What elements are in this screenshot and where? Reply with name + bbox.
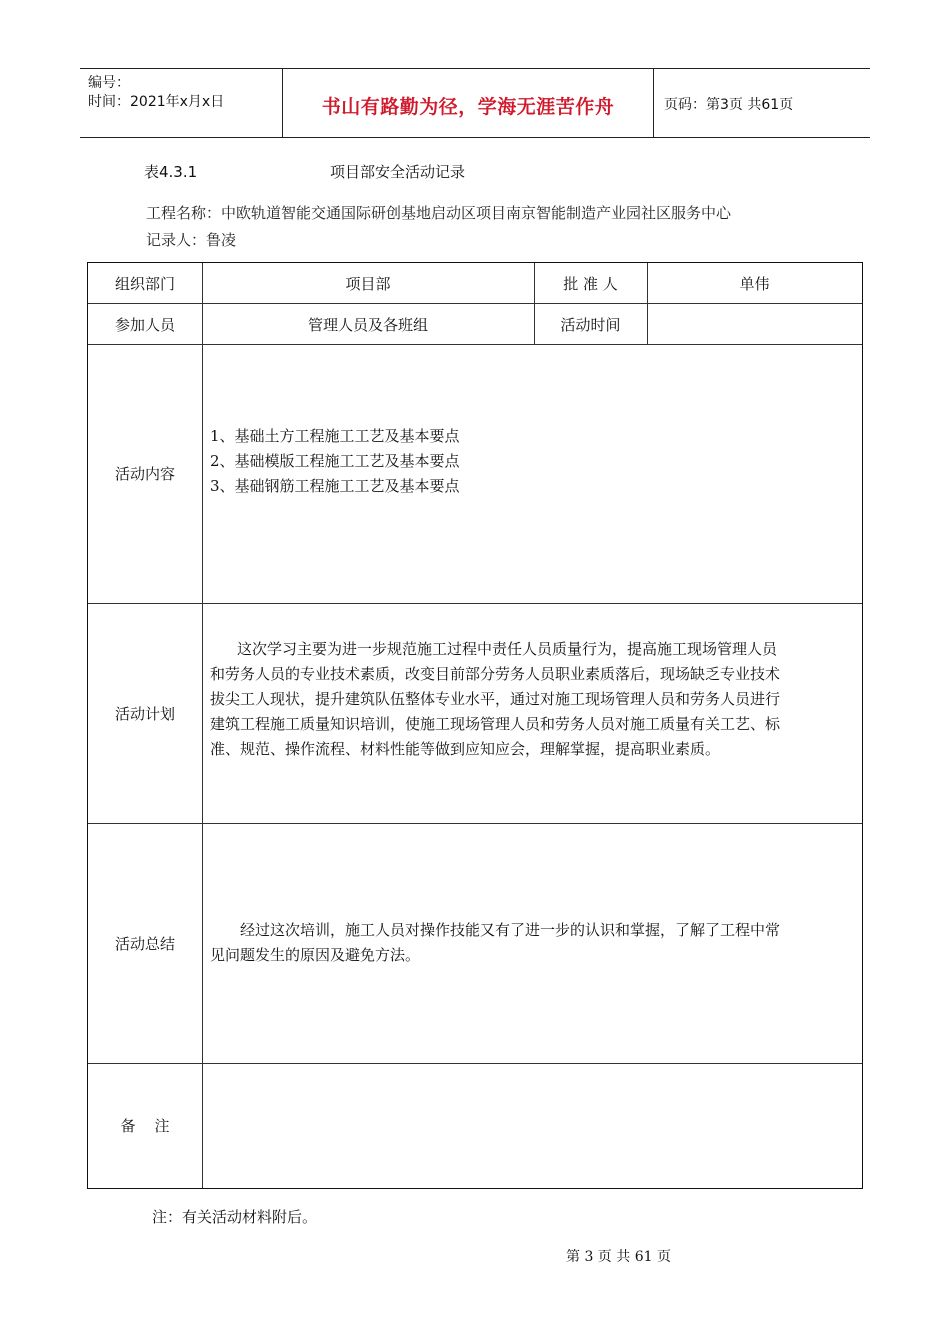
plan-line: 和劳务人员的专业技术素质，改变目前部分劳务人员职业素质落后，现场缺乏专业技术: [210, 665, 781, 683]
content-item: 2、基础模版工程施工工艺及基本要点: [210, 452, 460, 470]
participants-label: 参加人员: [114, 315, 175, 334]
row-divider: [88, 823, 862, 824]
content-item: 3、基础钢筋工程施工工艺及基本要点: [210, 477, 460, 495]
summary-line: 见问题发生的原因及避免方法。: [210, 946, 421, 964]
number-label: 编号：: [88, 75, 130, 91]
header-divider: [653, 69, 654, 137]
footer-page-number: 第 3 页 共 61 页: [566, 1249, 671, 1265]
plan-line: 拔尖工人现状，提升建筑队伍整体专业水平，通过对施工现场管理人员和劳务人员进行: [210, 690, 781, 708]
approver-label: 批 准 人: [563, 274, 618, 293]
plan-line: 这次学习主要为进一步规范施工过程中责任人员质量行为，提高施工现场管理人员: [237, 640, 778, 658]
recorder: 记录人：鲁凌: [146, 231, 237, 249]
content-label: 活动内容: [114, 465, 175, 483]
row-divider: [88, 344, 862, 345]
activity-time-label: 活动时间: [560, 315, 621, 334]
time-label: 时间：2021年x月x日: [88, 94, 225, 110]
content-item: 1、基础土方工程施工工艺及基本要点: [210, 427, 460, 445]
remarks-label: 备 注: [120, 1117, 170, 1135]
dept-value: 项目部: [345, 274, 391, 293]
table-number: 表4.3.1: [144, 163, 198, 181]
summary-text: [210, 918, 855, 968]
row-divider: [88, 603, 862, 604]
col-divider: [202, 263, 203, 1188]
plan-line: 建筑工程施工质量知识培训，使施工现场管理人员和劳务人员对施工质量有关工艺、标: [210, 715, 781, 733]
motto-text: 书山有路勤为径，学海无涯苦作舟: [321, 96, 615, 118]
dept-label: 组织部门: [114, 274, 175, 293]
approver-value: 单伟: [739, 274, 770, 293]
remarks-value: [202, 1063, 862, 1188]
summary-label: 活动总结: [114, 934, 175, 953]
content-list: [210, 424, 855, 499]
table-name: 项目部安全活动记录: [330, 163, 466, 181]
project-name: 工程名称：中欧轨道智能交通国际研创基地启动区项目南京智能制造产业园社区服务中心: [146, 204, 732, 222]
plan-line: 准、规范、操作流程、材料性能等做到应知应会，理解掌握，提高职业素质。: [210, 740, 721, 758]
activity-time-value: [647, 304, 862, 344]
participants-value: 管理人员及各班组: [307, 315, 428, 334]
summary-line: 经过这次培训，施工人员对操作技能又有了进一步的认识和掌握，了解了工程中常: [240, 921, 781, 939]
page-label: 页码：第3页 共61页: [664, 97, 794, 113]
plan-text: [210, 637, 855, 762]
footnote: 注：有关活动材料附后。: [152, 1208, 318, 1226]
plan-label: 活动计划: [114, 704, 175, 723]
